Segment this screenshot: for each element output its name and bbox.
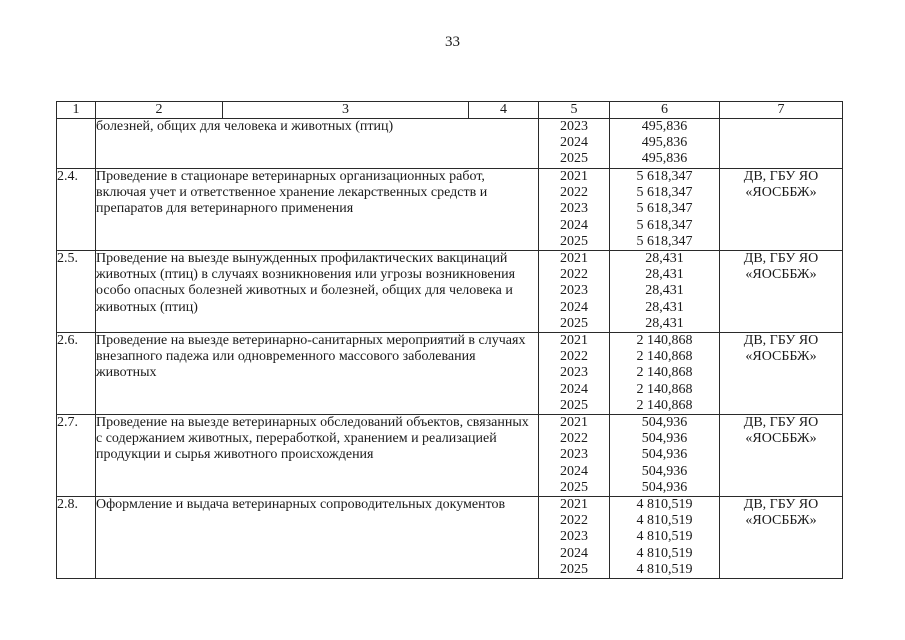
item-number: 2.7. [57, 415, 96, 497]
header-cell: 5 [539, 102, 610, 119]
header-cell: 6 [610, 102, 720, 119]
amount-value: 504,936 [641, 447, 688, 463]
header-row [57, 102, 843, 119]
year-cell [539, 251, 610, 333]
amount-value: 4 810,519 [636, 545, 693, 561]
amount-value: 4 810,519 [636, 513, 693, 529]
amount-cell [610, 497, 720, 579]
item-number: 2.4. [57, 169, 96, 251]
amount-value: 5 618,347 [636, 233, 693, 249]
item-description: Проведение в стационаре ветеринарных организационных работ, включая учет и ответственное хранение лекарственных средств и препаратов для ветеринарного применения [96, 169, 539, 251]
year-value: 2025 [560, 561, 588, 577]
item-description: Проведение на выезде ветеринарно-санитарных мероприятий в случаях внезапного падежа или одновременного массового заболевания животных [96, 333, 539, 415]
year-value: 2025 [560, 397, 588, 413]
year-value: 2024 [560, 217, 588, 233]
item-number [57, 119, 96, 169]
year-value: 2025 [560, 479, 588, 495]
amount-value: 2 140,868 [636, 397, 693, 413]
year-value: 2023 [560, 365, 588, 381]
item-description: Проведение на выезде вынужденных профилактических вакцинаций животных (птиц) в случаях возникновения или угрозы возникновения особо опасных болезней животных и болезней, общих для человека и животных (птиц) [96, 251, 539, 333]
year-value: 2022 [560, 349, 588, 365]
year-value: 2022 [560, 267, 588, 283]
amount-value: 504,936 [641, 463, 688, 479]
year-value: 2024 [560, 299, 588, 315]
year-value: 2023 [560, 119, 588, 134]
header-cell: 2 [96, 102, 223, 119]
amount-value: 504,936 [641, 415, 688, 430]
year-value: 2022 [560, 513, 588, 529]
amount-value: 28,431 [645, 315, 684, 331]
amount-value: 5 618,347 [636, 201, 693, 217]
amount-cell [610, 119, 720, 169]
header-cell: 3 [223, 102, 469, 119]
item-number: 2.5. [57, 251, 96, 333]
year-value: 2021 [560, 497, 588, 512]
amount-value: 495,836 [641, 119, 688, 134]
year-value: 2023 [560, 201, 588, 217]
responsible-executor: ДВ, ГБУ ЯО «ЯОСББЖ» [720, 169, 843, 251]
amount-value: 504,936 [641, 479, 688, 495]
item-number: 2.6. [57, 333, 96, 415]
item-description: Проведение на выезде ветеринарных обследований объектов, связанных с содержанием животных, переработкой, хранением и реализацией продукции и сырья животного происхождения [96, 415, 539, 497]
item-description: Оформление и выдача ветеринарных сопроводительных документов [96, 497, 539, 579]
amount-cell [610, 333, 720, 415]
amount-cell [610, 415, 720, 497]
table-row [57, 119, 843, 169]
responsible-executor: ДВ, ГБУ ЯО «ЯОСББЖ» [720, 333, 843, 415]
header-cell: 4 [469, 102, 539, 119]
year-cell [539, 169, 610, 251]
amount-cell [610, 251, 720, 333]
responsible-executor [720, 119, 843, 169]
responsible-executor: ДВ, ГБУ ЯО «ЯОСББЖ» [720, 497, 843, 579]
amount-value: 2 140,868 [636, 333, 693, 348]
amount-value: 5 618,347 [636, 185, 693, 201]
amount-value: 28,431 [645, 283, 684, 299]
amount-value: 4 810,519 [636, 529, 693, 545]
year-cell [539, 333, 610, 415]
year-value: 2025 [560, 315, 588, 331]
measures-table [56, 101, 843, 579]
year-value: 2021 [560, 415, 588, 430]
amount-value: 504,936 [641, 431, 688, 447]
year-cell [539, 119, 610, 169]
amount-value: 5 618,347 [636, 217, 693, 233]
item-description: болезней, общих для человека и животных (птиц) [96, 119, 539, 169]
year-value: 2023 [560, 447, 588, 463]
amount-value: 28,431 [645, 299, 684, 315]
amount-value: 495,836 [641, 151, 688, 167]
table-row [57, 497, 843, 579]
responsible-executor: ДВ, ГБУ ЯО «ЯОСББЖ» [720, 415, 843, 497]
year-cell [539, 497, 610, 579]
table-row [57, 415, 843, 497]
year-cell [539, 415, 610, 497]
amount-value: 4 810,519 [636, 561, 693, 577]
page-number: 33 [445, 34, 460, 50]
year-value: 2022 [560, 431, 588, 447]
amount-value: 5 618,347 [636, 169, 693, 184]
amount-value: 2 140,868 [636, 365, 693, 381]
responsible-executor: ДВ, ГБУ ЯО «ЯОСББЖ» [720, 251, 843, 333]
amount-value: 28,431 [645, 251, 684, 266]
year-value: 2023 [560, 529, 588, 545]
header-cell: 7 [720, 102, 843, 119]
year-value: 2025 [560, 151, 588, 167]
item-number: 2.8. [57, 497, 96, 579]
year-value: 2023 [560, 283, 588, 299]
amount-cell [610, 169, 720, 251]
amount-value: 28,431 [645, 267, 684, 283]
amount-value: 2 140,868 [636, 381, 693, 397]
year-value: 2021 [560, 169, 588, 184]
year-value: 2021 [560, 251, 588, 266]
amount-value: 495,836 [641, 135, 688, 151]
header-cell: 1 [57, 102, 96, 119]
table-row [57, 333, 843, 415]
year-value: 2021 [560, 333, 588, 348]
year-value: 2025 [560, 233, 588, 249]
year-value: 2024 [560, 381, 588, 397]
table-row [57, 169, 843, 251]
year-value: 2024 [560, 463, 588, 479]
year-value: 2024 [560, 135, 588, 151]
year-value: 2024 [560, 545, 588, 561]
year-value: 2022 [560, 185, 588, 201]
table-row [57, 251, 843, 333]
amount-value: 2 140,868 [636, 349, 693, 365]
amount-value: 4 810,519 [636, 497, 693, 512]
